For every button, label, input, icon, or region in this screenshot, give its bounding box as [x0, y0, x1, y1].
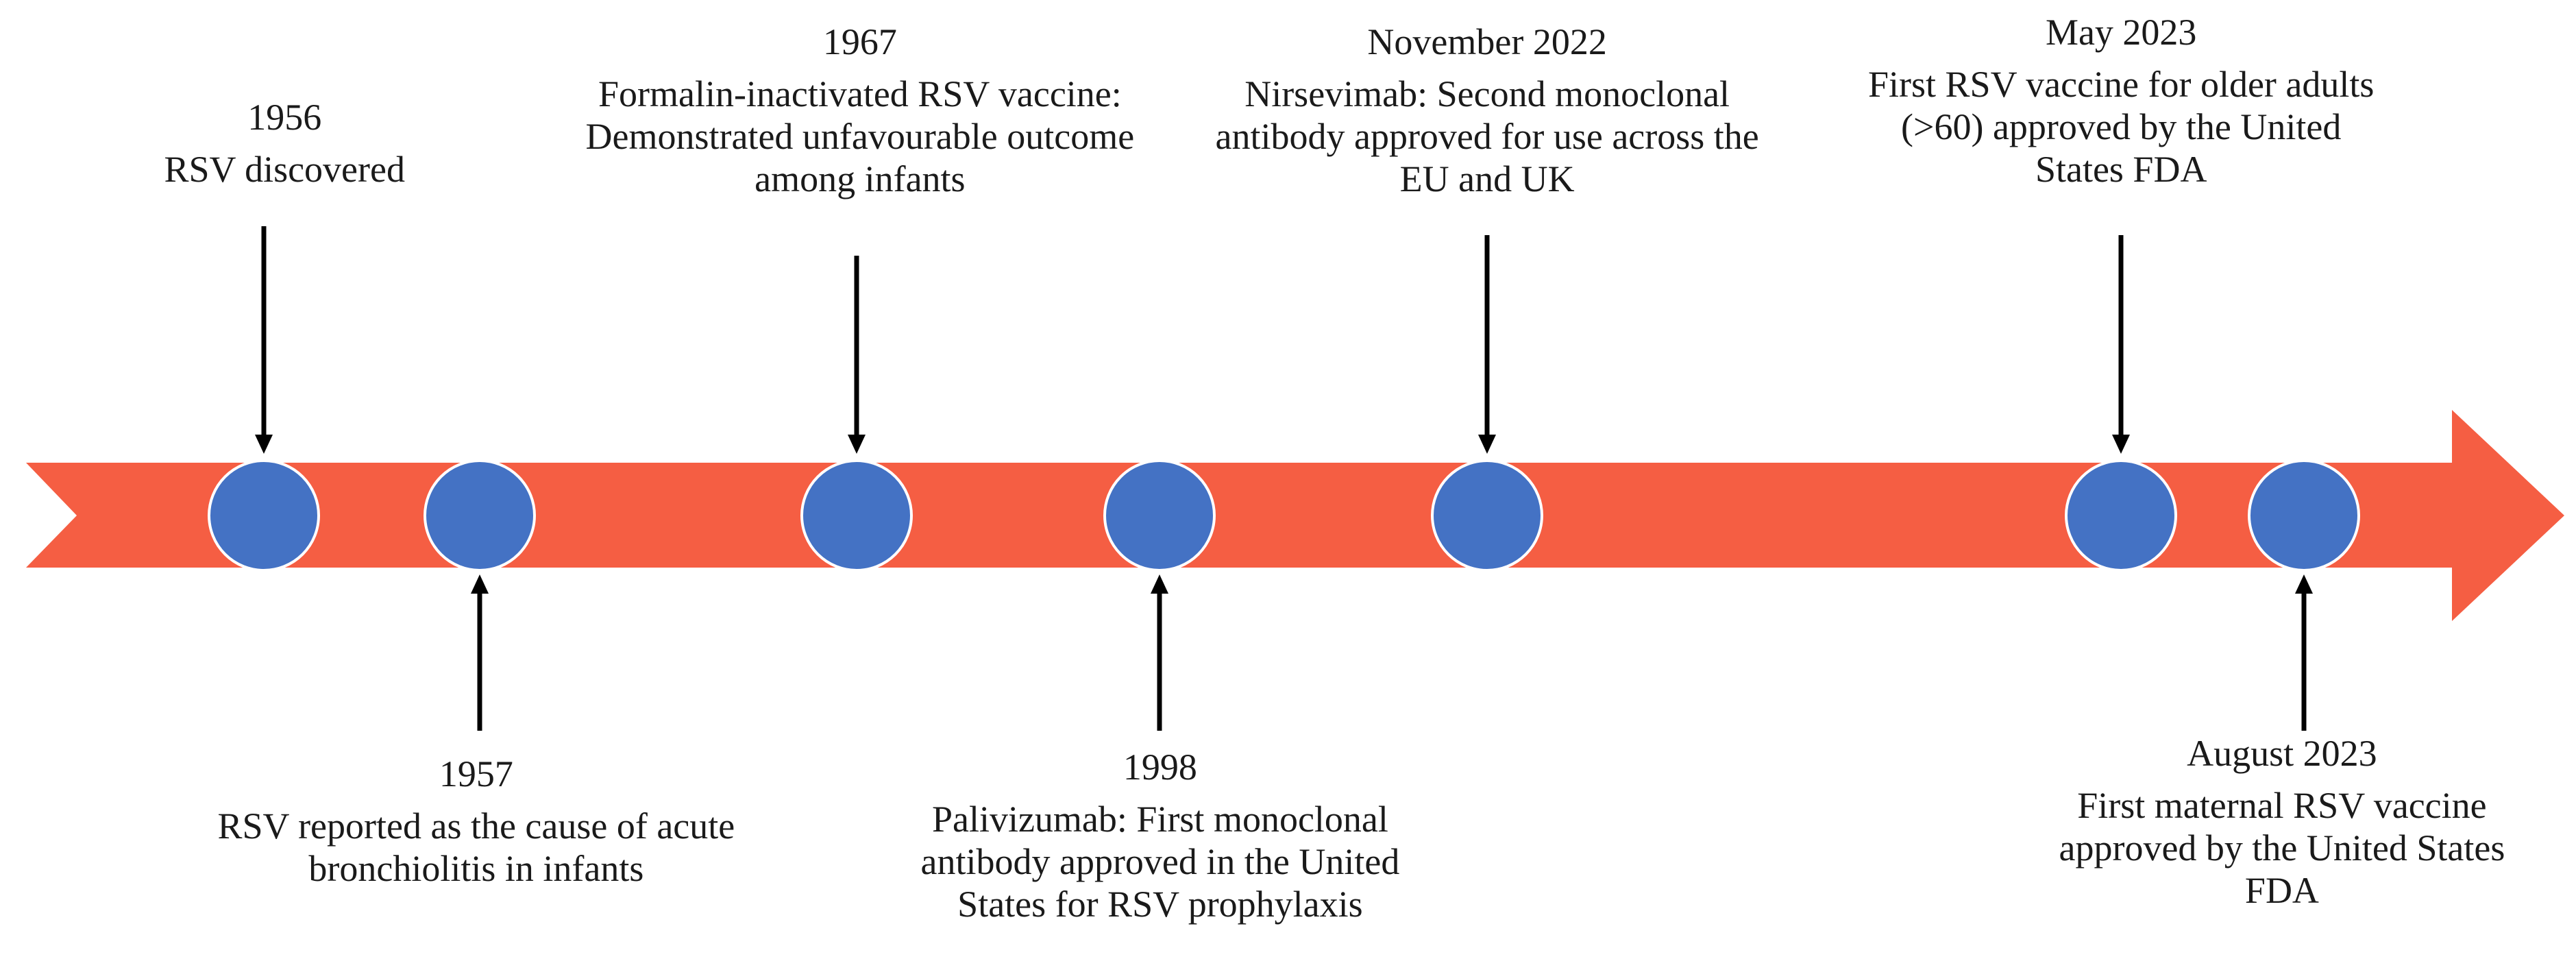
event-description-line: States FDA [2035, 149, 2207, 190]
event-pointer-2 [471, 574, 489, 731]
event-label-1 [164, 96, 405, 191]
pointer-arrowhead [2295, 574, 2313, 594]
event-description-line: States for RSV prophylaxis [957, 884, 1363, 925]
event-description [1216, 73, 1759, 200]
event-description-line: RSV reported as the cause of acute [217, 805, 735, 847]
event-date: 1967 [822, 21, 897, 62]
event-description [921, 798, 1400, 925]
event-date: 1956 [247, 97, 322, 138]
event-date: 1957 [439, 753, 513, 794]
event-date: November 2022 [1367, 21, 1607, 62]
event-description-line: Demonstrated unfavourable outcome [585, 116, 1135, 157]
event-pointer-4 [1151, 574, 1168, 731]
event-label-3 [586, 21, 1135, 200]
event-description [1868, 63, 2374, 191]
event-label-6 [1868, 11, 2374, 191]
event-description-line: First RSV vaccine for older adults [1868, 64, 2375, 105]
event-marker-3 [802, 461, 911, 570]
pointer-arrowhead [1151, 574, 1168, 594]
event-date: May 2023 [2045, 12, 2197, 53]
event-marker-7 [2249, 461, 2359, 570]
event-label-5 [1216, 21, 1759, 200]
event-description [2059, 784, 2505, 912]
event-description-line: EU and UK [1399, 158, 1575, 199]
event-description-line: among infants [755, 158, 966, 199]
event-description-line: FDA [2244, 870, 2319, 911]
event-description-line: bronchiolitis in infants [308, 848, 644, 889]
event-description [218, 805, 735, 890]
event-description-line: antibody approved for use across the [1215, 116, 1759, 157]
event-description [586, 73, 1135, 200]
event-marker-6 [2066, 461, 2176, 570]
pointer-arrowhead [2112, 435, 2130, 454]
event-description-line: (>60) approved by the United [1901, 106, 2342, 147]
event-pointer-5 [1478, 235, 1496, 454]
event-marker-1 [209, 461, 319, 570]
event-description-line: Palivizumab: First monoclonal [931, 799, 1388, 840]
event-label-7 [2059, 732, 2505, 912]
event-date: 1998 [1123, 746, 1197, 788]
event-pointer-7 [2295, 574, 2313, 731]
event-description-line: RSV discovered [164, 149, 405, 190]
event-marker-2 [425, 461, 535, 570]
event-pointer-6 [2112, 235, 2130, 454]
event-description-line: Nirsevimab: Second monoclonal [1244, 73, 1730, 114]
event-marker-4 [1105, 461, 1214, 570]
pointer-arrowhead [848, 435, 866, 454]
event-description-line: antibody approved in the United [920, 841, 1400, 882]
event-label-2 [218, 753, 735, 890]
pointer-arrowhead [255, 435, 273, 454]
event-marker-5 [1432, 461, 1542, 570]
event-description-line: Formalin-inactivated RSV vaccine: [598, 73, 1122, 114]
event-description-line: First maternal RSV vaccine [2077, 785, 2487, 826]
event-description-line: approved by the United States [2059, 827, 2505, 869]
event-date: August 2023 [2187, 733, 2377, 774]
event-label-4 [921, 746, 1400, 925]
event-pointer-3 [848, 256, 866, 454]
event-description [164, 148, 405, 191]
timeline-arrow [26, 410, 2564, 621]
event-pointer-1 [255, 226, 273, 454]
pointer-arrowhead [471, 574, 489, 594]
pointer-arrowhead [1478, 435, 1496, 454]
